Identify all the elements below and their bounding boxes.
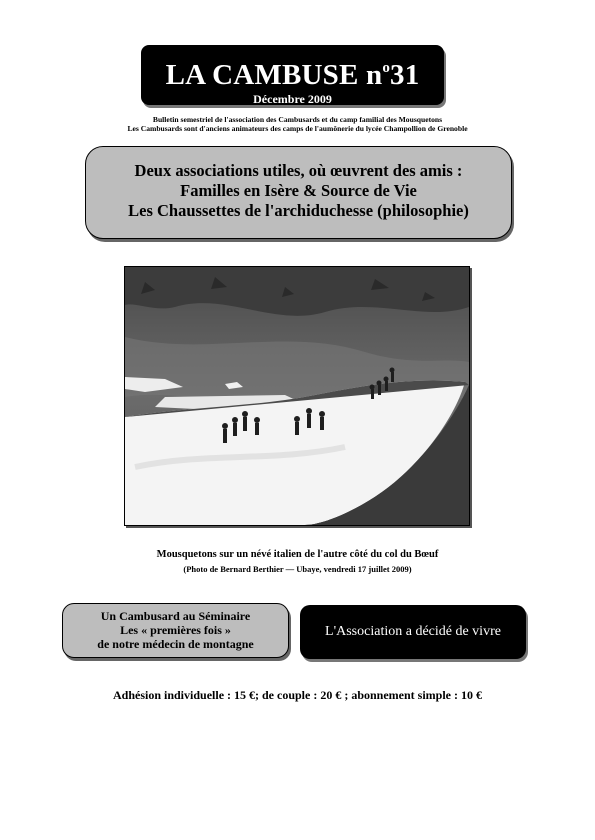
subtitle-line-2: Les Cambusards sont d'anciens animateurs des camps de l'aumônerie du lycée Champollion de Grenoble bbox=[127, 124, 468, 133]
title-banner bbox=[141, 45, 444, 105]
membership-fees: Adhésion individuelle : 15 €; de couple : 20 € ; abonnement simple : 10 € bbox=[112, 688, 483, 702]
issue-date: Décembre 2009 bbox=[253, 92, 332, 106]
subtitle-line-1: Bulletin semestriel de l'association des Cambusards et du camp familial des Mousquetons bbox=[152, 115, 443, 124]
seminar-line-3: de notre médecin de montagne bbox=[97, 637, 254, 651]
photo-caption: Mousquetons sur un névé italien de l'autre côté du col du Bœuf bbox=[156, 549, 439, 560]
snowfield-photo bbox=[124, 266, 470, 526]
seminar-box bbox=[62, 603, 289, 658]
feature-box bbox=[85, 146, 512, 239]
feature-line-2: Familles en Isère & Source de Vie bbox=[180, 181, 417, 200]
feature-line-3: Les Chaussettes de l'archiduchesse (philosophie) bbox=[128, 201, 469, 220]
association-box: L'Association a décidé de vivre bbox=[300, 605, 526, 659]
seminar-line-1: Un Cambusard au Séminaire bbox=[100, 609, 251, 623]
seminar-line-2: Les « premières fois » bbox=[120, 623, 231, 637]
page-title: LA CAMBUSE $n^o31$ bbox=[165, 59, 420, 91]
feature-line-1: Deux associations utiles, où œuvrent des amis : bbox=[134, 161, 463, 180]
photo-illustration bbox=[125, 267, 469, 525]
photo-credit: (Photo de Bernard Berthier — Ubaye, vendredi 17 juillet 2009) bbox=[183, 564, 412, 574]
